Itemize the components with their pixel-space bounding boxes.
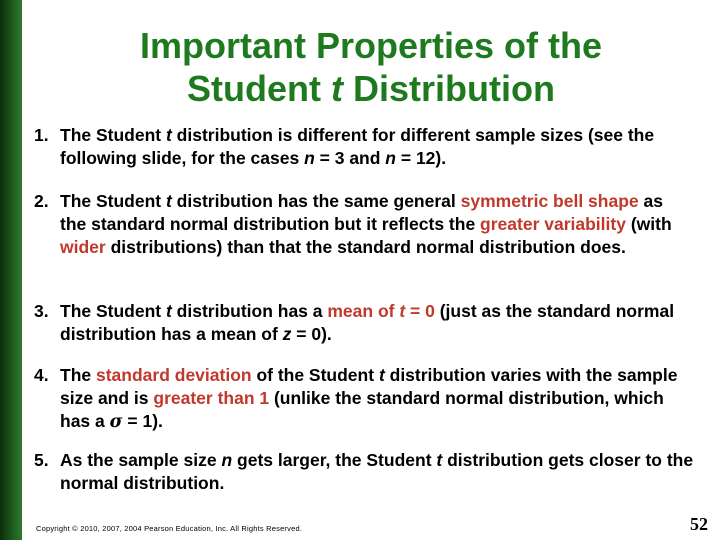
highlighted-text: = 0 — [405, 301, 435, 321]
property-item-3 — [34, 300, 694, 346]
italic-variable: t — [165, 191, 172, 211]
text-segment: distribution varies with the sample size and is — [60, 365, 678, 408]
title-italic-t: t — [331, 68, 343, 109]
text-segment: (with — [625, 214, 672, 234]
item-number: 3. — [34, 301, 49, 321]
text-segment: = 12). — [396, 148, 447, 168]
highlighted-text: symmetric bell shape — [460, 191, 639, 211]
text-segment: (unlike the standard normal distribution, which has a — [60, 388, 664, 431]
text-segment: = 3 and — [314, 148, 386, 168]
item-number: 4. — [34, 365, 49, 385]
item-text — [60, 191, 672, 257]
text-segment: gets larger, the Student — [232, 450, 437, 470]
text-segment: distribution has a — [171, 301, 328, 321]
italic-variable: t — [378, 365, 385, 385]
page-number: 52 — [690, 514, 708, 534]
text-segment: = 1). — [122, 411, 163, 431]
highlighted-text: greater than 1 — [153, 388, 270, 408]
text-segment: distribution gets closer to the normal distribution. — [60, 450, 694, 493]
text-segment: distribution has the same general — [171, 191, 461, 211]
text-segment: of the Student — [251, 365, 379, 385]
item-text — [60, 125, 654, 168]
highlighted-text: standard deviation — [95, 365, 252, 385]
property-item-5 — [34, 449, 694, 495]
item-text — [60, 365, 677, 431]
title-line-2 — [22, 67, 720, 110]
property-item-2 — [34, 190, 694, 259]
italic-variable: t — [165, 301, 172, 321]
text-segment: as the standard normal distribution but it reflects the — [60, 191, 663, 234]
slide-title — [22, 24, 720, 110]
italic-variable: n — [221, 450, 233, 470]
property-item-1 — [34, 124, 694, 170]
sigma-symbol: σ — [109, 412, 123, 432]
italic-variable: z — [282, 324, 292, 344]
item-number: 5. — [34, 450, 49, 470]
highlighted-text: mean of — [327, 301, 400, 321]
text-segment: The Student — [60, 191, 166, 211]
text-segment: distribution is different for different sample sizes (see the following slide, for the cases — [60, 125, 655, 168]
item-text — [60, 450, 693, 493]
text-segment: As the sample size — [60, 450, 222, 470]
text-segment: = 0). — [291, 324, 332, 344]
italic-variable: t — [399, 301, 406, 321]
italic-variable: t — [165, 125, 172, 145]
text-segment: distributions) than that the standard normal distribution does. — [105, 237, 626, 257]
property-item-4 — [34, 364, 694, 434]
title-line-2-part-b: Distribution — [343, 68, 555, 109]
title-line-2-part-a: Student — [187, 68, 331, 109]
item-number: 2. — [34, 191, 49, 211]
highlighted-text: wider — [60, 237, 106, 257]
text-segment: The Student — [60, 125, 166, 145]
text-segment: (just as the standard normal distribution has a mean of — [60, 301, 675, 344]
italic-variable: n — [385, 148, 396, 168]
item-number: 1. — [34, 125, 49, 145]
copyright-footer: Copyright © 2010, 2007, 2004 Pearson Education, Inc. All Rights Reserved. — [36, 524, 303, 533]
text-segment: The — [60, 365, 96, 385]
text-segment: The Student — [60, 301, 166, 321]
highlighted-text: greater variability — [480, 214, 626, 234]
italic-variable: t — [436, 450, 443, 470]
left-decorative-bar — [0, 0, 22, 540]
item-text — [60, 301, 674, 344]
title-line-1: Important Properties of the — [139, 25, 603, 66]
italic-variable: n — [304, 148, 315, 168]
